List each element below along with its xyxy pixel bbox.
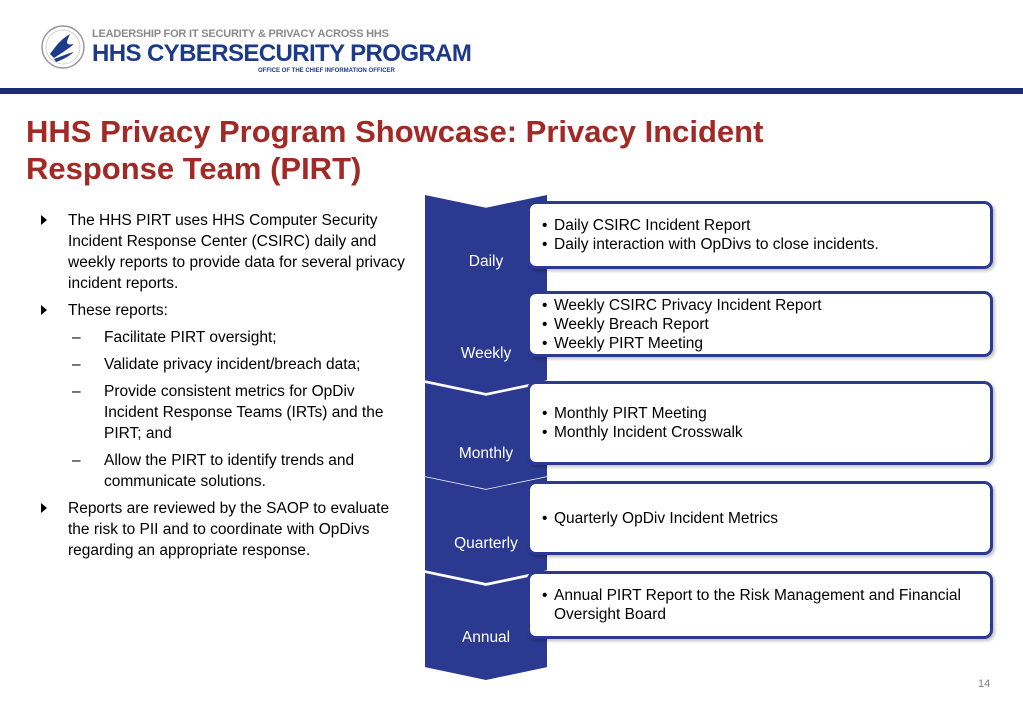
bullet-item: These reports:: [38, 300, 408, 321]
timeline-label: Annual: [461, 629, 511, 646]
sub-bullet-item: – Provide consistent metrics for OpDiv Incident Response Teams (IRTs) and the PIRT; and: [38, 381, 408, 444]
logo-tagline: LEADERSHIP FOR IT SECURITY & PRIVACY ACROSS HHS: [92, 28, 389, 40]
page-number: 14: [978, 678, 991, 690]
report-item: • Annual PIRT Report to the Risk Management and Financial Oversight Board: [540, 586, 982, 624]
report-item: • Monthly PIRT Meeting: [540, 404, 982, 423]
report-list: [540, 294, 982, 354]
report-item: • Weekly PIRT Meeting: [540, 334, 982, 353]
timeline-report-box: [527, 481, 993, 555]
timeline-label: Daily: [468, 253, 504, 270]
timeline-label: Monthly: [458, 445, 514, 462]
header-rule: [0, 88, 1023, 94]
bullet-item: Reports are reviewed by the SAOP to evaluate the risk to PII and to coordinate with OpDivs regarding an appropriate response.: [38, 498, 408, 561]
report-list: [540, 384, 982, 462]
report-item: • Monthly Incident Crosswalk: [540, 423, 982, 442]
report-list: [540, 484, 982, 552]
reporting-timeline: [425, 195, 1000, 680]
sub-bullet-item: – Validate privacy incident/breach data;: [38, 354, 408, 375]
report-item: • Weekly CSIRC Privacy Incident Report: [540, 296, 982, 315]
timeline-report-box: [527, 201, 993, 269]
report-item: • Quarterly OpDiv Incident Metrics: [540, 509, 982, 528]
bullet-item: The HHS PIRT uses HHS Computer Security Incident Response Center (CSIRC) daily and weekly reports to provide data for several privacy incident reports.: [38, 210, 408, 294]
hhs-eagle-seal-icon: [40, 24, 86, 70]
sub-bullet-item: – Allow the PIRT to identify trends and communicate solutions.: [38, 450, 408, 492]
timeline-report-box: [527, 381, 993, 465]
slide-title: HHS Privacy Program Showcase: Privacy Incident Response Team (PIRT): [26, 114, 764, 186]
report-item: • Weekly Breach Report: [540, 315, 982, 334]
logo-office: OFFICE OF THE CHIEF INFORMATION OFFICER: [258, 68, 395, 74]
timeline-report-box: [527, 571, 993, 639]
report-list: [540, 204, 982, 266]
bullet-list: [38, 210, 408, 567]
hhs-cybersecurity-logo: [40, 22, 472, 82]
timeline-label: Weekly: [460, 345, 512, 362]
report-item: • Daily interaction with OpDivs to close incidents.: [540, 235, 982, 254]
sub-bullet-item: – Facilitate PIRT oversight;: [38, 327, 408, 348]
timeline-report-box: [527, 291, 993, 357]
timeline-label: Quarterly: [454, 535, 518, 552]
report-list: [540, 574, 982, 636]
report-item: • Daily CSIRC Incident Report: [540, 216, 982, 235]
logo-program-name: HHS CYBERSECURITY PROGRAM: [92, 40, 472, 67]
